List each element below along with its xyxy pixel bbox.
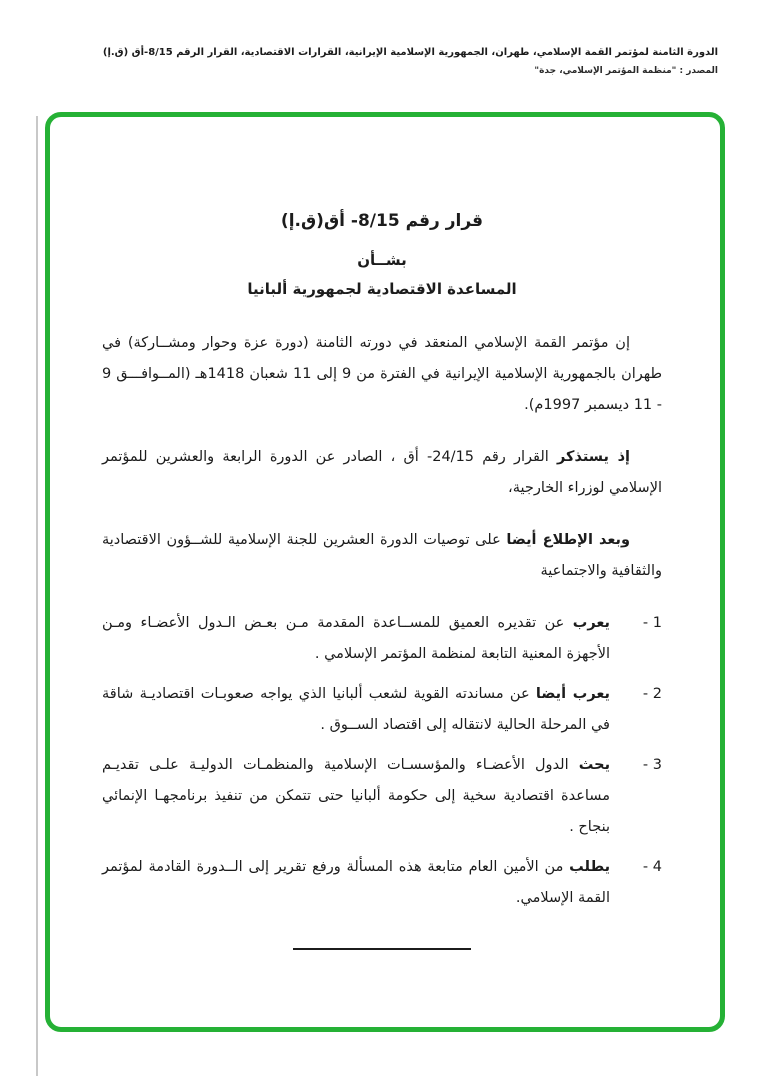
resolution-item-3 [102,750,662,843]
item-2-marker: 2 - [642,686,662,702]
item-2-body: عن مساندته القوية لشعب ألبانيا الذي يواجه صعوبـات اقتصاديـة شاقة في المرحلة الحالية لانتقاله إلى اقتصاد الســوق . [102,686,610,733]
source-header [50,46,718,76]
separator-line [293,948,471,950]
noting-paragraph [102,525,662,587]
preamble-text: إن مؤتمر القمة الإسلامي المنعقد في دورته الثامنة (دورة عزة وحوار ومشــاركة) في طهران بالجمهورية الإسلامية الإيرانية في الفترة من 9 إلى 11 شعبان 1418هـ (المــوافـــق 9 - 11 ديسمبر 1997م). [102,335,662,413]
item-3-text [102,750,610,843]
preamble-paragraph [102,328,662,421]
resolution-items [102,608,662,914]
item-4-marker: 4 - [642,859,662,875]
resolution-number-title: قرار رقم 8/15- أق(ق.إ) [280,211,484,231]
item-4-text [102,852,610,914]
noting-lead: وبعد الإطلاع أيضا [506,532,631,548]
item-1-text [102,608,610,670]
recalling-lead: إذ يستذكر [557,449,631,465]
source-header-line2: المصدر : "منظمة المؤتمر الإسلامي، جدة" [534,66,718,76]
document-content [50,117,720,1027]
item-2-lead: يعرب أيضا [535,686,611,702]
recalling-paragraph [102,442,662,504]
item-1-body: عن تقديره العميق للمســاعدة المقدمة مـن بعـض الـدول الأعضـاء ومـن الأجهزة المعنية التابعة لمنظمة المؤتمر الإسلامي . [102,615,610,662]
resolution-item-4 [102,852,662,914]
scan-artifact-line [36,116,38,1076]
item-4-body: من الأمين العام متابعة هذه المسألة ورفع تقرير إلى الــدورة القادمة لمؤتمر القمة الإسلامي. [102,859,610,906]
item-3-marker: 3 - [642,757,662,773]
noting-text: على توصيات الدورة العشرين للجنة الإسلامية للشــؤون الاقتصادية والثقافية والاجتماعية [102,532,662,579]
source-header-line1: الدورة الثامنة لمؤتمر القمة الإسلامي، طهران، الجمهورية الإسلامية الإيرانية، القرارات الاقتصادية، القرار الرقم 8/15-أق (ق.إ) [102,47,718,58]
item-3-lead: يحث [578,757,611,773]
title-subject: المساعدة الاقتصادية لجمهورية ألبانيا [247,280,517,298]
recalling-text: القرار رقم 24/15- أق ، الصادر عن الدورة الرابعة والعشرين للمؤتمر الإسلامي لوزراء الخارجية، [102,449,662,496]
resolution-item-1 [102,608,662,670]
item-4-lead: يطلب [569,859,611,875]
title-regarding: بشــأن [357,251,407,269]
item-3-body: الدول الأعضـاء والمؤسسـات الإسلامية والمنظمـات الدوليـة علـى تقديـم مساعدة اقتصادية سخية إلى حكومة ألبانيا حتى تتمكن من تنفيذ برنامجهـا الإنمائي بنجاح . [102,757,610,835]
resolution-item-2 [102,679,662,741]
item-1-lead: يعرب [572,615,610,631]
title-block [102,211,662,298]
item-1-marker: 1 - [642,615,662,631]
document-border-frame [45,112,725,1032]
item-2-text [102,679,610,741]
